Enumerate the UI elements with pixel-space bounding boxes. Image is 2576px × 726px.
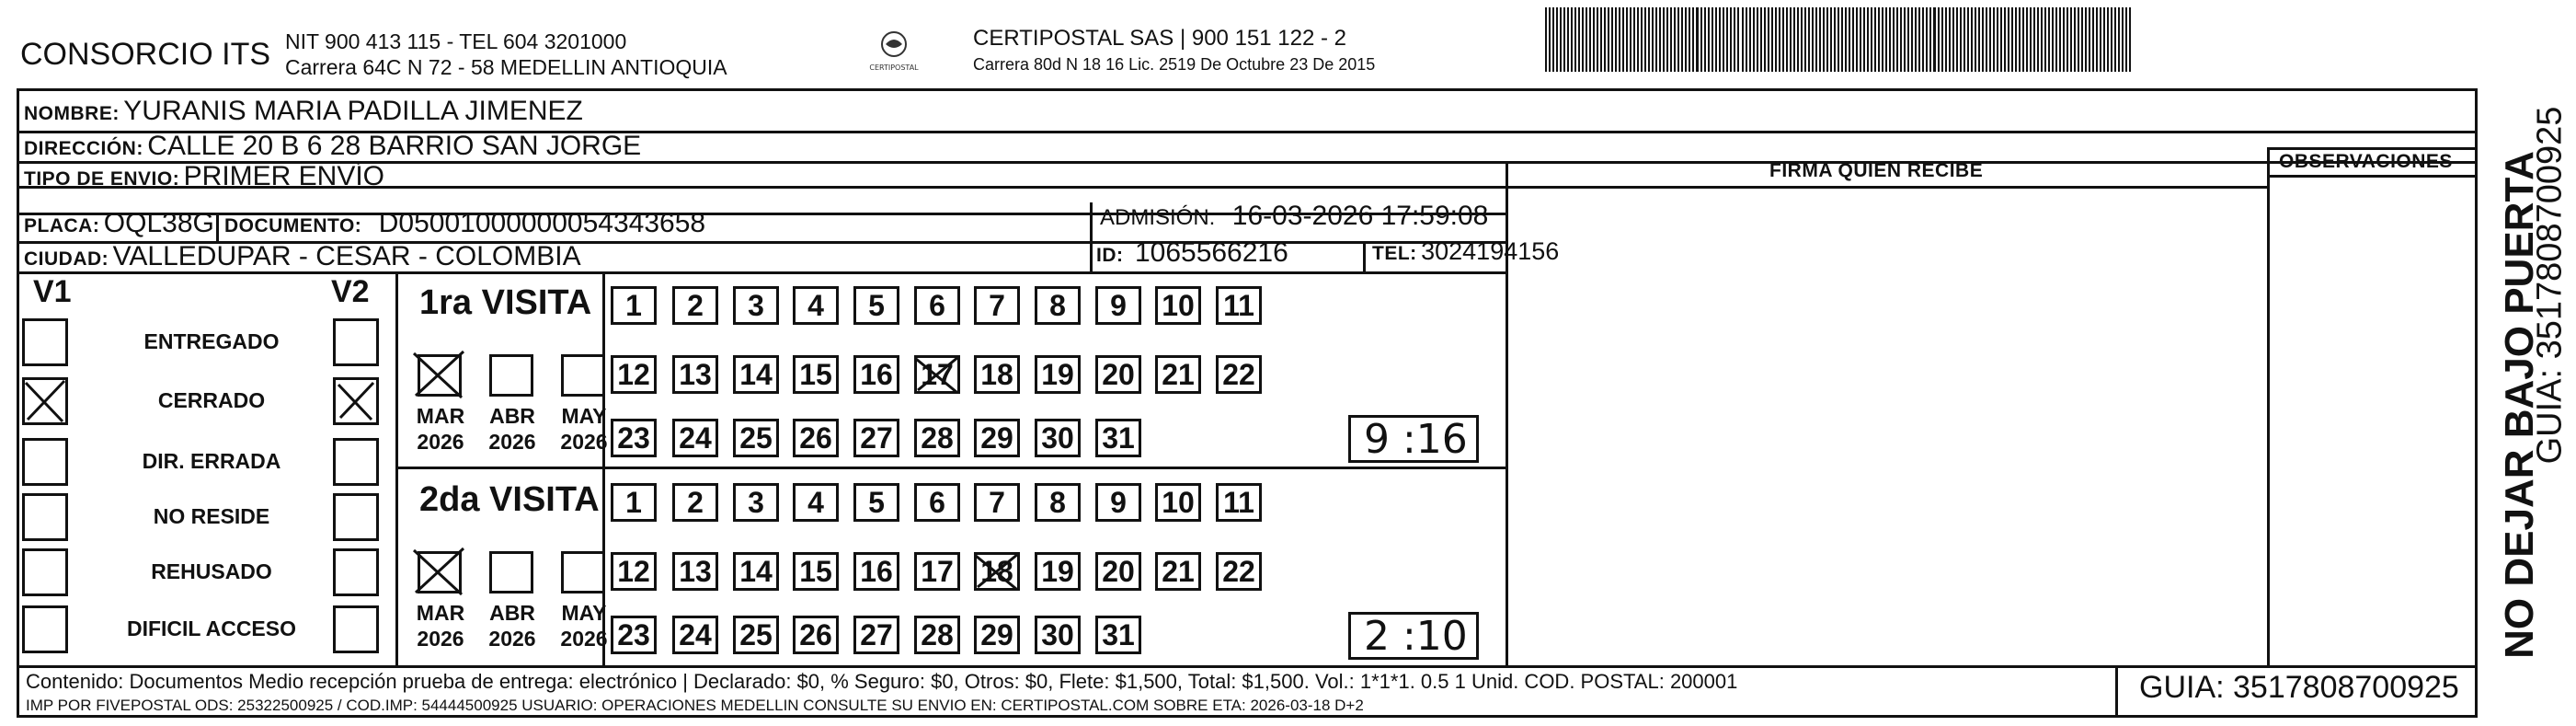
day-cell[interactable]: 23 bbox=[611, 616, 657, 654]
admision-row bbox=[1100, 201, 1488, 232]
footer-contenido: Contenido: Documentos Medio recepción prueba de entrega: electrónico | Declarado: $0, % Seguro: $0, Otros: $0, Flete: $1,500, Total: $1,500. Vol.: 1*1*1. 0.5 1 Unid. COD. POSTAL: 200001 bbox=[26, 670, 1738, 693]
day-cell[interactable]: 24 bbox=[672, 616, 718, 654]
tel-label: TEL: bbox=[1372, 243, 1417, 264]
v1-checkbox[interactable] bbox=[22, 493, 68, 541]
tipo-row bbox=[24, 161, 384, 192]
day-cell[interactable]: 20 bbox=[1095, 355, 1141, 394]
day-cell[interactable]: 19 bbox=[1035, 552, 1081, 591]
ciudad-label: CIUDAD: bbox=[24, 248, 109, 270]
status-label: ENTREGADO bbox=[143, 329, 280, 353]
day-cell[interactable]: 5 bbox=[853, 483, 899, 522]
side-guia: GUIA: 3517808700925 bbox=[2530, 106, 2570, 465]
day-cell[interactable]: 22 bbox=[1216, 355, 1262, 394]
month-label: ABR 2026 bbox=[488, 601, 536, 651]
day-cell[interactable]: 1 bbox=[611, 483, 657, 522]
day-cell[interactable]: 31 bbox=[1095, 616, 1141, 654]
visit-time: 2 :10 bbox=[1364, 613, 1468, 660]
id-value: 1065566216 bbox=[1134, 237, 1288, 268]
v2-checkbox[interactable] bbox=[333, 438, 379, 486]
day-cell[interactable]: 25 bbox=[733, 419, 779, 457]
day-check-mark bbox=[974, 552, 1020, 591]
day-cell[interactable]: 29 bbox=[974, 419, 1020, 457]
tipo-label: TIPO DE ENVIO: bbox=[24, 168, 180, 190]
day-cell[interactable]: 25 bbox=[733, 616, 779, 654]
direccion-value: CALLE 20 B 6 28 BARRIO SAN JORGE bbox=[147, 131, 642, 161]
month-label: MAY 2026 bbox=[560, 601, 608, 651]
day-check-mark bbox=[914, 355, 960, 394]
day-cell[interactable]: 3 bbox=[733, 483, 779, 522]
day-cell[interactable]: 10 bbox=[1155, 286, 1201, 325]
company-address: Carrera 64C N 72 - 58 MEDELLIN ANTIOQUIA bbox=[285, 55, 727, 79]
day-cell[interactable]: 3 bbox=[733, 286, 779, 325]
day-cell[interactable]: 23 bbox=[611, 419, 657, 457]
certi-name: CERTIPOSTAL SAS | 900 151 122 - 2 bbox=[973, 26, 1346, 51]
day-cell[interactable]: 28 bbox=[914, 616, 960, 654]
day-cell[interactable]: 16 bbox=[853, 355, 899, 394]
tel-row bbox=[1372, 237, 1559, 266]
day-cell[interactable]: 17 bbox=[914, 355, 960, 394]
day-cell[interactable]: 6 bbox=[914, 286, 960, 325]
direccion-row bbox=[24, 131, 641, 162]
month-checkbox[interactable] bbox=[489, 551, 533, 593]
day-cell[interactable]: 31 bbox=[1095, 419, 1141, 457]
day-cell[interactable]: 7 bbox=[974, 483, 1020, 522]
documento-label: DOCUMENTO: bbox=[224, 215, 362, 236]
v1-checkbox[interactable] bbox=[22, 438, 68, 486]
day-cell[interactable]: 11 bbox=[1216, 286, 1262, 325]
v1-checkbox[interactable] bbox=[22, 605, 68, 653]
month-checkbox[interactable] bbox=[561, 354, 605, 397]
placa-label: PLACA: bbox=[24, 215, 100, 236]
v2-checkbox[interactable] bbox=[333, 318, 379, 366]
v1-check-mark bbox=[24, 379, 66, 423]
day-cell[interactable]: 21 bbox=[1155, 552, 1201, 591]
month-checkbox[interactable] bbox=[489, 354, 533, 397]
placa-value: OQL38G bbox=[103, 208, 214, 238]
ciudad-value: VALLEDUPAR - CESAR - COLOMBIA bbox=[112, 241, 581, 271]
day-cell[interactable]: 20 bbox=[1095, 552, 1141, 591]
ciudad-row bbox=[24, 241, 581, 272]
documento-value: D05001000000054343658 bbox=[378, 208, 706, 238]
day-cell[interactable]: 12 bbox=[611, 355, 657, 394]
day-cell[interactable]: 4 bbox=[793, 483, 839, 522]
company-name: CONSORCIO ITS bbox=[20, 37, 271, 72]
v2-check-mark bbox=[337, 381, 375, 421]
day-cell[interactable]: 6 bbox=[914, 483, 960, 522]
day-cell[interactable]: 26 bbox=[793, 616, 839, 654]
certipostal-logo bbox=[860, 29, 928, 77]
firma-label: FIRMA QUIEN RECIBE bbox=[1769, 160, 1984, 181]
visit-time: 9 :16 bbox=[1364, 416, 1468, 463]
day-cell[interactable]: 28 bbox=[914, 419, 960, 457]
day-cell[interactable]: 19 bbox=[1035, 355, 1081, 394]
day-cell[interactable]: 21 bbox=[1155, 355, 1201, 394]
status-label: DIR. ERRADA bbox=[142, 449, 281, 473]
placa-row bbox=[24, 208, 214, 239]
v1-checkbox[interactable] bbox=[22, 318, 68, 366]
v2-checkbox[interactable] bbox=[333, 605, 379, 653]
day-cell[interactable]: 1 bbox=[611, 286, 657, 325]
v2-checkbox[interactable] bbox=[333, 548, 379, 596]
day-cell[interactable]: 2 bbox=[672, 483, 718, 522]
day-cell[interactable]: 22 bbox=[1216, 552, 1262, 591]
status-label: CERRADO bbox=[157, 388, 266, 412]
observaciones-label: OBSERVACIONES bbox=[2279, 151, 2453, 172]
tel-value: 3024194156 bbox=[1421, 237, 1560, 265]
status-label: NO RESIDE bbox=[153, 504, 270, 528]
day-cell[interactable]: 29 bbox=[974, 616, 1020, 654]
certi-address: Carrera 80d N 18 16 Lic. 2519 De Octubre 23 De 2015 bbox=[973, 55, 1376, 74]
day-cell[interactable]: 5 bbox=[853, 286, 899, 325]
day-cell[interactable]: 10 bbox=[1155, 483, 1201, 522]
month-label: MAR 2026 bbox=[416, 601, 465, 651]
day-cell[interactable]: 26 bbox=[793, 419, 839, 457]
month-label: ABR 2026 bbox=[488, 404, 536, 454]
day-cell[interactable]: 9 bbox=[1095, 286, 1141, 325]
nombre-row bbox=[24, 96, 583, 127]
documento-row bbox=[224, 208, 705, 239]
day-cell[interactable]: 14 bbox=[733, 355, 779, 394]
nombre-value: YURANIS MARIA PADILLA JIMENEZ bbox=[123, 96, 583, 126]
day-cell[interactable]: 13 bbox=[672, 355, 718, 394]
month-label: MAY 2026 bbox=[560, 404, 608, 454]
side-warning: NO DEJAR BAJO PUERTA bbox=[2497, 151, 2542, 659]
form-frame bbox=[17, 88, 2478, 718]
day-cell[interactable]: 14 bbox=[733, 552, 779, 591]
day-cell[interactable]: 4 bbox=[793, 286, 839, 325]
visit-title: 1ra VISITA bbox=[419, 283, 592, 322]
time-box[interactable] bbox=[1348, 612, 1479, 660]
day-cell[interactable]: 17 bbox=[914, 552, 960, 591]
day-cell[interactable]: 24 bbox=[672, 419, 718, 457]
visit-title: 2da VISITA bbox=[419, 480, 600, 519]
day-cell[interactable]: 18 bbox=[974, 355, 1020, 394]
day-cell[interactable]: 18 bbox=[974, 552, 1020, 591]
day-cell[interactable]: 15 bbox=[793, 355, 839, 394]
id-label: ID: bbox=[1096, 245, 1124, 266]
barcode bbox=[1545, 7, 2134, 72]
month-check-mark bbox=[412, 547, 465, 596]
day-cell[interactable]: 11 bbox=[1216, 483, 1262, 522]
day-cell[interactable]: 15 bbox=[793, 552, 839, 591]
day-cell[interactable]: 7 bbox=[974, 286, 1020, 325]
month-label: MAR 2026 bbox=[416, 404, 465, 454]
v1-checkbox[interactable] bbox=[22, 548, 68, 596]
admision-value: 16-03-2026 17:59:08 bbox=[1231, 201, 1489, 231]
day-cell[interactable]: 30 bbox=[1035, 419, 1081, 457]
tipo-value: PRIMER ENVÍO bbox=[183, 161, 385, 191]
nombre-label: NOMBRE: bbox=[24, 103, 120, 124]
company-nit-tel: NIT 900 413 115 - TEL 604 3201000 bbox=[285, 29, 627, 53]
day-cell[interactable]: 2 bbox=[672, 286, 718, 325]
status-label: DIFICIL ACCESO bbox=[126, 617, 296, 640]
v1-header: V1 bbox=[33, 274, 72, 309]
time-box[interactable] bbox=[1348, 415, 1479, 463]
day-cell[interactable]: 16 bbox=[853, 552, 899, 591]
v2-checkbox[interactable] bbox=[333, 493, 379, 541]
day-cell[interactable]: 12 bbox=[611, 552, 657, 591]
status-label: REHUSADO bbox=[151, 559, 272, 583]
day-cell[interactable]: 8 bbox=[1035, 286, 1081, 325]
day-cell[interactable]: 27 bbox=[853, 616, 899, 654]
footer-guia: GUIA: 3517808700925 bbox=[2139, 670, 2459, 705]
day-cell[interactable]: 9 bbox=[1095, 483, 1141, 522]
day-cell[interactable]: 8 bbox=[1035, 483, 1081, 522]
footer-imp: IMP POR FIVEPOSTAL ODS: 25322500925 / COD.IMP: 54444500925 USUARIO: OPERACIONES MEDELLIN CONSULTE SU ENVIO EN: CERTIPOSTAL.COM SOBRE ETA: 2026-03-18 D+2 bbox=[26, 697, 1364, 714]
direccion-label: DIRECCIÓN: bbox=[24, 138, 143, 159]
id-row bbox=[1096, 237, 1288, 269]
month-checkbox[interactable] bbox=[561, 551, 605, 593]
month-check-mark bbox=[412, 350, 465, 399]
day-cell[interactable]: 13 bbox=[672, 552, 718, 591]
day-cell[interactable]: 30 bbox=[1035, 616, 1081, 654]
day-cell[interactable]: 27 bbox=[853, 419, 899, 457]
svg-text:CERTIPOSTAL: CERTIPOSTAL bbox=[869, 63, 919, 72]
v2-header: V2 bbox=[331, 274, 370, 309]
admision-label: ADMISIÓN: bbox=[1100, 205, 1216, 230]
